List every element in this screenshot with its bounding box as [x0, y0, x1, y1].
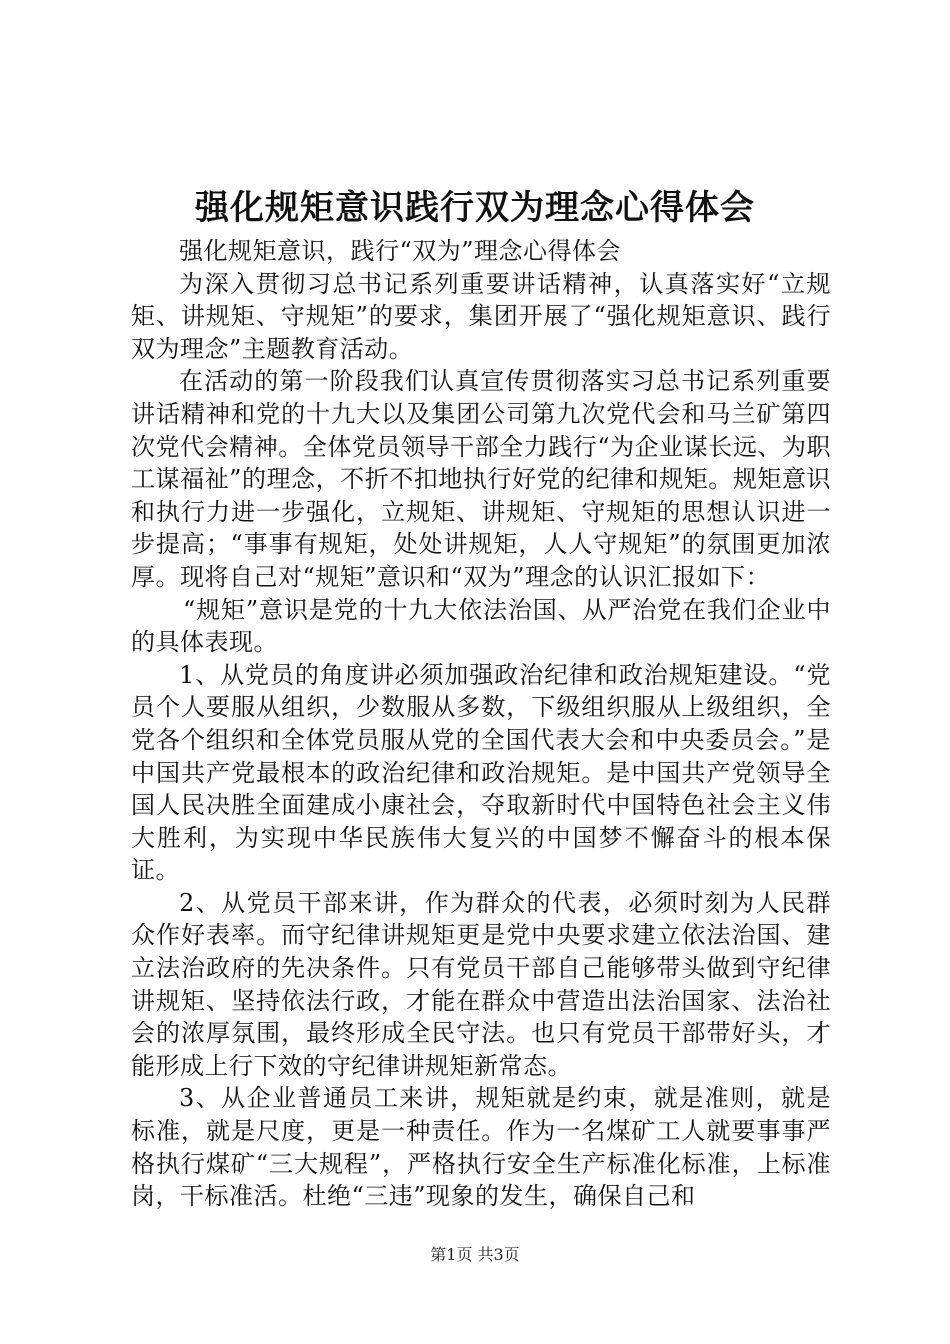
document-body — [131, 235, 831, 1213]
paragraph-point-2: 2、从党员干部来讲，作为群众的代表，必须时刻为人民群众作好表率。而守纪律讲规矩更是党中央要求建立依法治国、建立法治政府的先决条件。只有党员干部自己能够带头做到守纪律讲规矩、坚持依法行政，才能在群众中营造出法治国家、法治社会的浓厚氛围，最终形成全民守法。也只有党员干部带好头，才能形成上行下效的守纪律讲规矩新常态。 — [131, 888, 831, 1080]
paragraph-point-3: 3、从企业普通员工来讲，规矩就是约束，就是准则，就是标准，就是尺度，更是一种责任。作为一名煤矿工人就要事事严格执行煤矿“三大规程”，严格执行安全生产标准化标准，上标准岗，干标准活。杜绝“三违”现象的发生，确保自己和 — [131, 1084, 831, 1211]
page-footer: 第1页 共3页 — [430, 1245, 520, 1264]
paragraph-subtitle: 强化规矩意识，践行“双为”理念心得体会 — [179, 237, 622, 265]
paragraph-activity: 在活动的第一阶段我们认真宣传贯彻落实习总书记系列重要讲话精神和党的十九大以及集团公司第九次党代会和马兰矿第四次党代会精神。全体党员领导干部全力践行“为企业谋长远、为职工谋福祉”的理念，不折不扣地执行好党的纪律和规矩。规矩意识和执行力进一步强化，立规矩、讲规矩、守规矩的思想认识进一步提高；“事事有规矩，处处讲规矩，人人守规矩”的氛围更加浓厚。现将自己对“规矩”意识和“双为”理念的认识汇报如下： — [131, 367, 831, 591]
document-title: 强化规矩意识践行双为理念心得体会 — [195, 188, 755, 228]
paragraph-point-1: 1、从党员的角度讲必须加强政治纪律和政治规矩建设。“党员个人要服从组织，少数服从多数，下级组织服从上级组织，全党各个组织和全体党员服从党的全国代表大会和中央委员会。”是中国共产党最根本的政治纪律和政治规矩。是中国共产党领导全国人民决胜全面建成小康社会，夺取新时代中国特色社会主义伟大胜利，为实现中华民族伟大复兴的中国梦不懈奋斗的根本保证。 — [131, 660, 831, 885]
paragraph-intro: 为深入贯彻习总书记系列重要讲话精神，认真落实好“立规矩、讲规矩、守规矩”的要求，集团开展了“强化规矩意识、践行双为理念”主题教育活动。 — [131, 269, 831, 363]
paragraph-rules-awareness: “规矩”意识是党的十九大依法治国、从严治党在我们企业中的具体表现。 — [131, 595, 831, 657]
